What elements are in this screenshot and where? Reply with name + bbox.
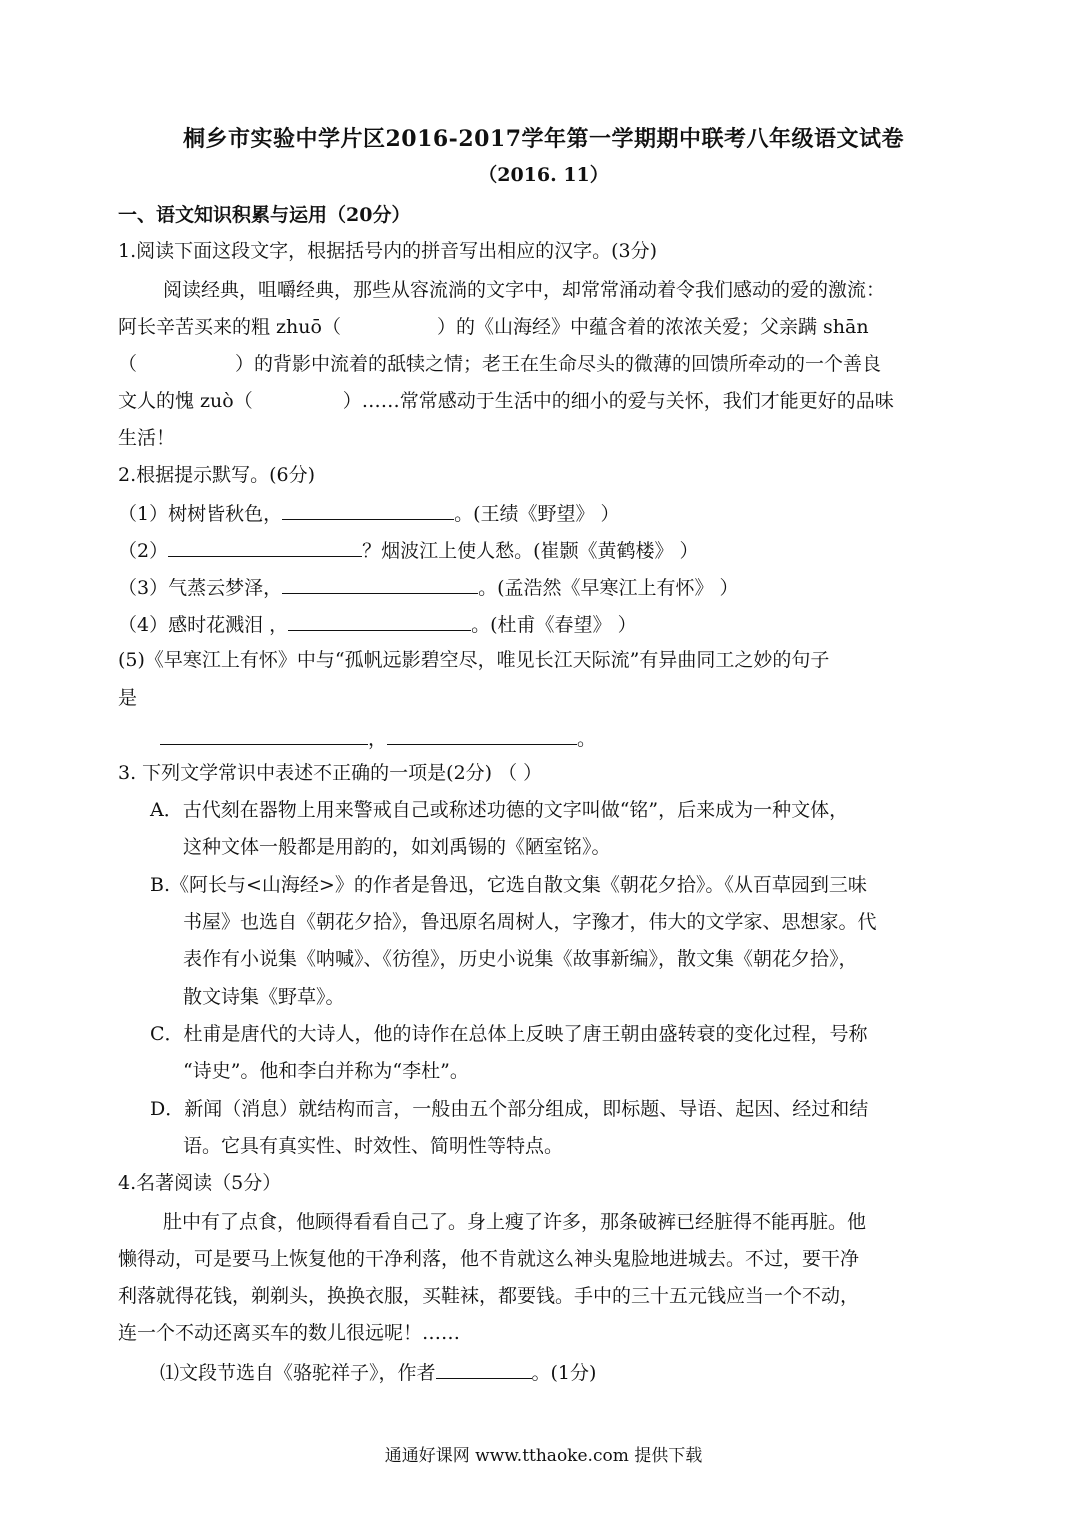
q1-text: 文人的愧 zuò（ [118, 390, 253, 412]
q3-option-b: B.《阿长与<山海经>》的作者是鲁迅，它选自散文集《朝花夕拾》。《从百草园到三味 [150, 874, 867, 896]
q1-text: ）……常常感动于生活中的细小的爱与关怀，我们才能更好的品味 [342, 390, 894, 412]
q4-passage-line: 利落就得花钱，剃剃头，换换衣服，买鞋袜，都要钱。手中的三十五元钱应当一个不动， [118, 1285, 860, 1307]
q2-item-4 [118, 610, 637, 638]
q1-passage-line [118, 314, 869, 340]
q2-item-1 [118, 499, 620, 527]
q3-option-d-cont: 语。它具有真实性、时效性、简明性等特点。 [183, 1135, 564, 1157]
q3-prompt: 3. 下列文学常识中表述不正确的一项是(2分) （ ） [118, 762, 543, 784]
q1-passage-line [118, 388, 894, 414]
exam-date: （2016. 11） [478, 164, 609, 186]
q2-item-5-answers [160, 724, 596, 752]
q2-item-2 [118, 536, 699, 564]
q2-text: 。(王绩《野望》 ） [454, 503, 620, 525]
q3-option-a: A．古代刻在器物上用来警戒自己或称述功德的文字叫做“铭”，后来成为一种文体， [150, 799, 849, 821]
q3-option-d: D．新闻（消息）就结构而言，一般由五个部分组成，即标题、导语、起因、经过和结 [150, 1098, 869, 1120]
q2-text: （3）气蒸云梦泽， [118, 577, 283, 599]
q2-answer-blank-1[interactable] [282, 499, 454, 520]
q3-option-b-cont: 散文诗集《野草》。 [183, 986, 345, 1008]
q2-answer-blank-5a[interactable] [160, 724, 368, 745]
q2-item-5: (5)《早寒江上有怀》中与“孤帆远影碧空尽，唯见长江天际流”有异曲同工之妙的句子 [118, 649, 830, 671]
q2-text: ？烟波江上使人愁。(崔颢《黄鹤楼》 ） [362, 540, 699, 562]
q3-option-b-cont: 书屋》也选自《朝花夕拾》，鲁迅原名周树人，字豫才，伟大的文学家、思想家。代 [183, 911, 877, 933]
q2-text: 。(杜甫《春望》 ） [471, 614, 637, 636]
page-footer: 通通好课网 www.tthaoke.com 提供下载 [384, 1446, 703, 1466]
q3-option-b-cont: 表作有小说集《呐喊》、《彷徨》，历史小说集《故事新编》，散文集《朝花夕拾》， [183, 948, 858, 970]
q2-text: 。 [577, 728, 597, 750]
q3-option-c-cont: “诗史”。他和李白并称为“李杜”。 [183, 1060, 469, 1082]
q2-text: ， [368, 728, 388, 750]
q4-sub-question-1 [160, 1358, 596, 1386]
q2-item-3 [118, 573, 739, 601]
q3-option-a-cont: 这种文体一般都是用韵的，如刘禹锡的《陋室铭》。 [183, 836, 611, 858]
q3-option-c: C．杜甫是唐代的大诗人，他的诗作在总体上反映了唐王朝由盛转衰的变化过程，号称 [150, 1023, 868, 1045]
q4-prompt: 4.名著阅读（5分） [118, 1172, 282, 1194]
q4-text: ⑴文段节选自《骆驼祥子》，作者 [160, 1362, 436, 1384]
q2-prompt: 2.根据提示默写。(6分) [118, 464, 316, 486]
q2-text: （4）感时花溅泪 ， [118, 614, 289, 636]
section-heading: 一、语文知识积累与运用（20分） [118, 204, 411, 226]
q2-text: 。(孟浩然《早寒江上有怀》 ） [478, 577, 739, 599]
q2-answer-blank-5b[interactable] [387, 724, 577, 745]
q4-text: 。(1分) [531, 1362, 597, 1384]
q4-passage-line: 懒得动，可是要马上恢复他的干净利落，他不肯就这么神头鬼脸地进城去。不过，要干净 [118, 1248, 860, 1270]
q2-text: （1）树树皆秋色， [118, 503, 283, 525]
q1-text: （ [118, 353, 138, 375]
q1-prompt: 1.阅读下面这段文字，根据括号内的拼音写出相应的汉字。(3分) [118, 240, 658, 262]
q1-passage-line: 阅读经典，咀嚼经典，那些从容流淌的文字中，却常常涌动着令我们感动的爱的激流： [163, 279, 886, 301]
q2-answer-blank-4[interactable] [288, 610, 471, 631]
q4-passage-line: 连一个不动还离买车的数儿很远呢！…… [118, 1322, 461, 1344]
q2-text: （2） [118, 540, 169, 562]
q4-answer-blank-author[interactable] [436, 1358, 532, 1379]
q2-answer-blank-2[interactable] [168, 536, 362, 557]
q1-passage-line: 生活！ [118, 427, 176, 449]
q1-text: ）的《山海经》中蕴含着的浓浓关爱；父亲蹒 shān [436, 316, 869, 338]
q1-text: ）的背影中流着的舐犊之情；老王在生命尽头的微薄的回馈所牵动的一个善良 [235, 353, 882, 375]
q1-text: 阿长辛苦买来的粗 zhuō（ [118, 316, 341, 338]
q1-passage-line [118, 351, 881, 377]
q4-passage-line: 肚中有了点食，他顾得看看自己了。身上瘦了许多，那条破裤已经脏得不能再脏。他 [163, 1211, 867, 1233]
q2-item-5-cont: 是 [118, 687, 138, 709]
q2-answer-blank-3[interactable] [282, 573, 478, 594]
exam-title: 桐乡市实验中学片区2016-2017学年第一学期期中联考八年级语文试卷 [182, 126, 905, 152]
